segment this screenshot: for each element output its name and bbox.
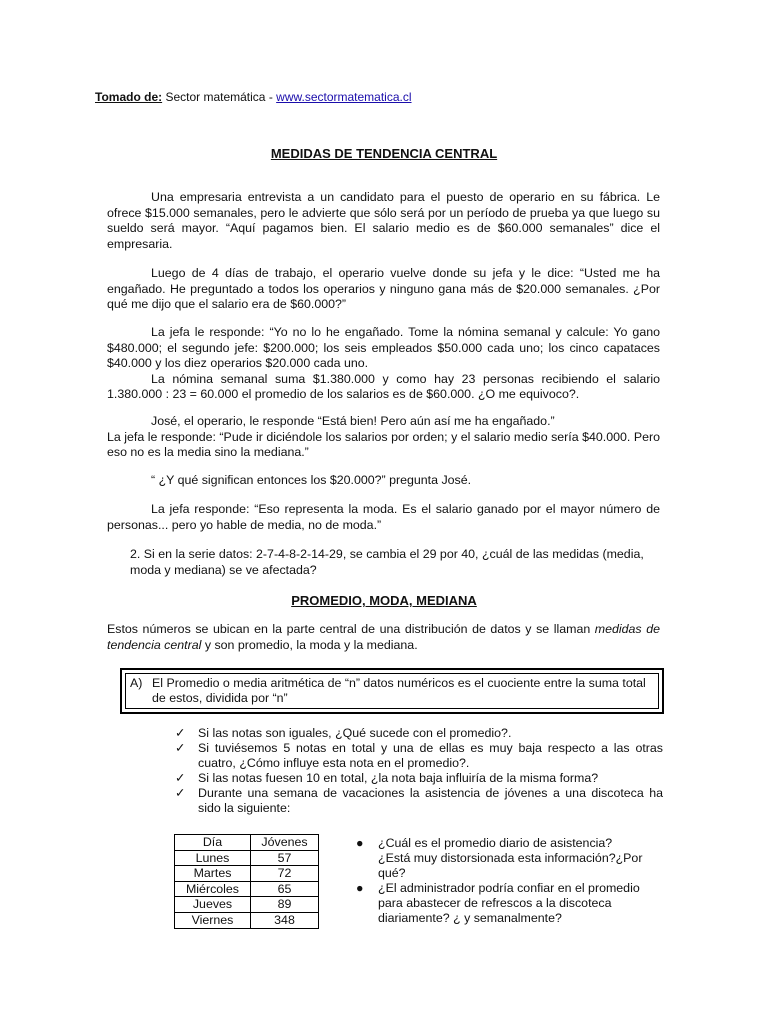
intro-paragraph (107, 622, 660, 653)
checkmark-icon: ✓ (175, 741, 186, 755)
table-row (175, 881, 319, 897)
story-text: “ ¿Y qué significan entonces los $20.000?” pregunta José. (151, 473, 472, 487)
table-header: Jóvenes (251, 835, 319, 851)
section-title: PROMEDIO, MODA, MEDIANA (291, 593, 477, 608)
table-cell: 57 (251, 850, 319, 866)
source-line (95, 90, 412, 104)
story-paragraph-2 (107, 266, 660, 313)
definition-letter: A) (130, 676, 143, 690)
table-cell: 65 (251, 881, 319, 897)
list-item-text: Si las notas fuesen 10 en total, ¿la nota baja influiría de la misma forma? (198, 771, 599, 785)
list-item (175, 786, 663, 816)
table-cell: Jueves (175, 897, 251, 913)
table-cell: 348 (251, 912, 319, 928)
story-text: La nómina semanal suma $1.380.000 y como hay 23 personas recibiendo el salario 1.380.000 : 23 = 60.000 el promedio de los salarios es de $60.000. ¿O me equivoco?. (107, 371, 660, 401)
intro-text (107, 622, 660, 653)
table-row (175, 912, 319, 928)
table-cell: 72 (251, 866, 319, 882)
story-text: La jefa le responde: “Pude ir diciéndole los salarios por orden; y el salario medio sería $40.000. Pero eso no es la media sino la mediana.” (107, 429, 660, 459)
story-text: Luego de 4 días de trabajo, el operario vuelve donde su jefa y le dice: “Usted me ha engañado. He preguntado a todos los operarios y ninguno gana más de $20.000 semanales. ¿Por qué me dijo que el salario era de $60.000?” (107, 266, 660, 311)
source-label: Tomado de: (95, 90, 163, 104)
checkmark-list (175, 726, 663, 816)
story-paragraph-4 (107, 414, 660, 461)
list-item-text: ¿El administrador podría confiar en el promedio para abastecer de refrescos a la discoteca diariamente? ¿ y semanalmente? (378, 881, 640, 925)
checkmark-icon: ✓ (175, 786, 186, 800)
source-link[interactable]: www.sectormatematica.cl (276, 90, 412, 104)
source-text: Sector matemática - (162, 90, 277, 104)
list-item (175, 741, 663, 771)
checkmark-icon: ✓ (175, 726, 186, 740)
definition-text: El Promedio o media aritmética de “n” datos numéricos es el cuociente entre la suma total de estos, dividida por “n” (152, 676, 646, 705)
story-text: José, el operario, le responde “Está bien! Pero aún así me ha engañado.” (151, 414, 555, 428)
main-title: MEDIDAS DE TENDENCIA CENTRAL (270, 146, 498, 161)
list-item (354, 881, 644, 926)
table-cell: Viernes (175, 912, 251, 928)
list-item-text: Durante una semana de vacaciones la asistencia de jóvenes a una discoteca ha sido la siguiente: (198, 786, 663, 815)
story-paragraph-5 (107, 473, 660, 489)
table-row (175, 866, 319, 882)
list-item-text: Si las notas son iguales, ¿Qué sucede con el promedio?. (198, 726, 512, 740)
table-header: Día (175, 835, 251, 851)
bullet-icon: ● (356, 836, 364, 850)
table-row (175, 850, 319, 866)
story-paragraph-3 (107, 325, 660, 403)
bullet-icon: ● (356, 881, 364, 895)
story-text: La jefa le responde: “Yo no lo he engañado. Tome la nómina semanal y calcule: Yo gano $480.000; el segundo jefe: $200.000; los seis empleados $50.000 cada uno; los cinco capataces $40.000 y los diez operarios $20.000 cada uno. (107, 325, 660, 370)
intro-text-a: Estos números se ubican en la parte central de una distribución de datos y se llaman (107, 622, 595, 636)
table-cell: Lunes (175, 850, 251, 866)
table-header-row (175, 835, 319, 851)
table-cell: Miércoles (175, 881, 251, 897)
attendance-table (174, 834, 319, 929)
list-item (175, 726, 663, 741)
story-text: La jefa responde: “Eso representa la moda. Es el salario ganado por el mayor número de personas... pero yo hable de media, no de moda.” (107, 502, 660, 532)
table-cell: Martes (175, 866, 251, 882)
story-text: Una empresaria entrevista a un candidato para el puesto de operario en su fábrica. Le ofrece $15.000 semanales, pero le advierte que sólo será por un período de prueba ya que luego su sueldo será mayor. “Aquí pagamos bien. El salario medio es de $60.000 semanales” dice el empresaria. (107, 190, 660, 251)
list-item (175, 771, 663, 786)
table-cell: 89 (251, 897, 319, 913)
intro-text-b: y son promedio, la moda y la mediana. (201, 637, 418, 652)
checkmark-icon: ✓ (175, 771, 186, 785)
list-item-text: Si tuviésemos 5 notas en total y una de ellas es muy baja respecto a las otras cuatro, ¿Cómo influye esta nota en el promedio?. (198, 741, 663, 770)
table-row (175, 897, 319, 913)
question-2: 2. Si en la serie datos: 2-7-4-8-2-14-29, se cambia el 29 por 40, ¿cuál de las medidas (media, moda y mediana) se ve afectada? (130, 547, 644, 577)
story-paragraph-1 (107, 190, 660, 252)
definition-box (120, 668, 664, 714)
story-paragraph-6 (107, 502, 660, 533)
list-item (354, 836, 644, 881)
list-item-text: ¿Cuál es el promedio diario de asistencia?¿Está muy distorsionada esta información?¿Por qué? (378, 836, 643, 880)
bullet-list (354, 836, 644, 926)
intro-emphasis: medidas de tendencia central (107, 622, 660, 652)
